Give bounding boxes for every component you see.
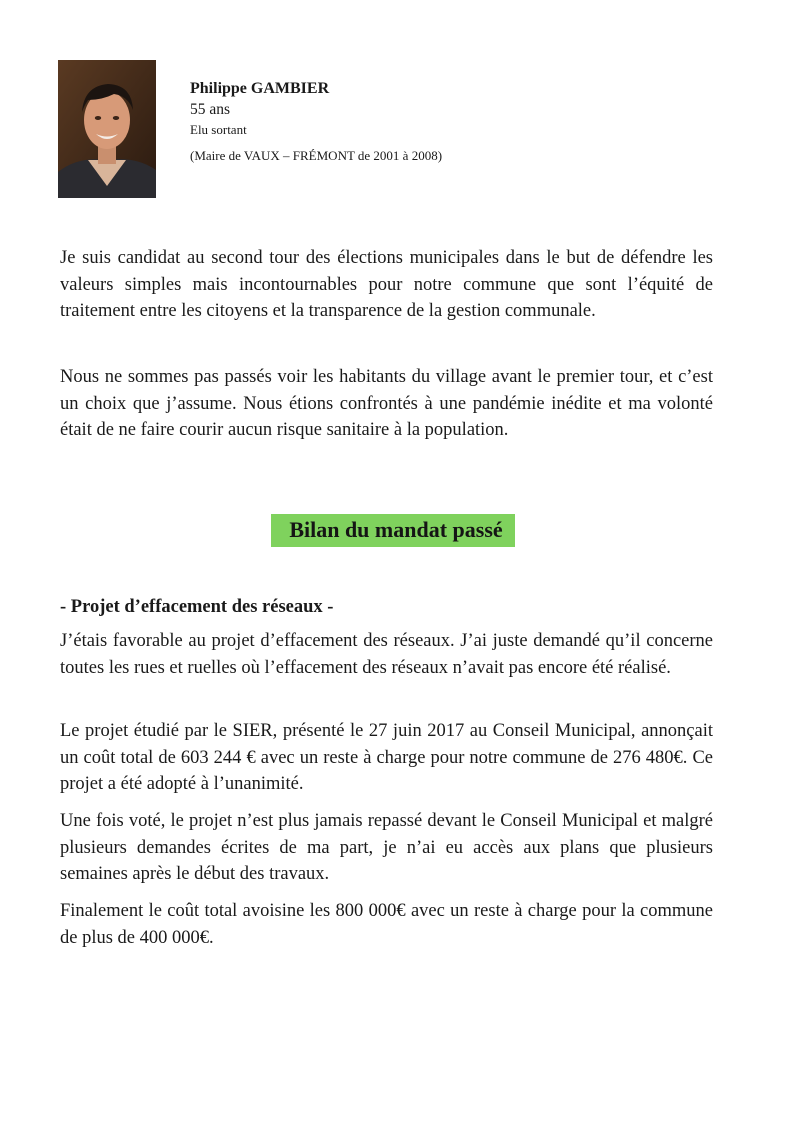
candidate-identity — [190, 80, 610, 165]
section-paragraph-1: J’étais favorable au projet d’effacement des réseaux. J’ai juste demandé qu’il concerne toutes les rues et ruelles où l’effacement des réseaux n’avait pas encore été réalisé. — [60, 631, 713, 678]
candidate-former-role: (Maire de VAUX – FRÉMONT de 2001 à 2008) — [190, 148, 443, 163]
candidate-portrait — [58, 60, 156, 198]
subsection-title: - Projet d’effacement des réseaux - — [60, 597, 334, 617]
candidate-name: Philippe GAMBIER — [190, 80, 330, 97]
candidate-age: 55 ans — [190, 101, 231, 118]
intro-paragraph-2: Nous ne sommes pas passés voir les habitants du village avant le premier tour, et c’est un choix que j’assume. Nous étions confrontés à une pandémie inédite et ma volonté était de ne faire courir aucun risque sanitaire à la population. — [60, 367, 713, 440]
section-paragraph-4: Finalement le coût total avoisine les 800 000€ avec un reste à charge pour la commune de plus de 400 000€. — [60, 901, 713, 948]
section-banner-row — [0, 514, 800, 547]
intro-paragraph-1: Je suis candidat au second tour des élections municipales dans le but de défendre les valeurs simples mais incontournables pour notre commune que sont l’équité de traitement entre les citoyens et la transparence de la gestion communale. — [60, 248, 713, 321]
section-banner: Bilan du mandat passé — [271, 514, 514, 547]
section-paragraph-2: Le projet étudié par le SIER, présenté le 27 juin 2017 au Conseil Municipal, annonçait un coût total de 603 244 € avec un reste à charge pour notre commune de 276 480€. Ce projet a été adopté à l’unanimité. — [60, 721, 713, 794]
section-paragraph-3: Une fois voté, le projet n’est plus jamais repassé devant le Conseil Municipal et malgré plusieurs demandes écrites de ma part, je n’ai eu accès aux plans que plusieurs semaines après le début des travaux. — [60, 811, 713, 884]
candidate-status: Elu sortant — [190, 122, 247, 137]
